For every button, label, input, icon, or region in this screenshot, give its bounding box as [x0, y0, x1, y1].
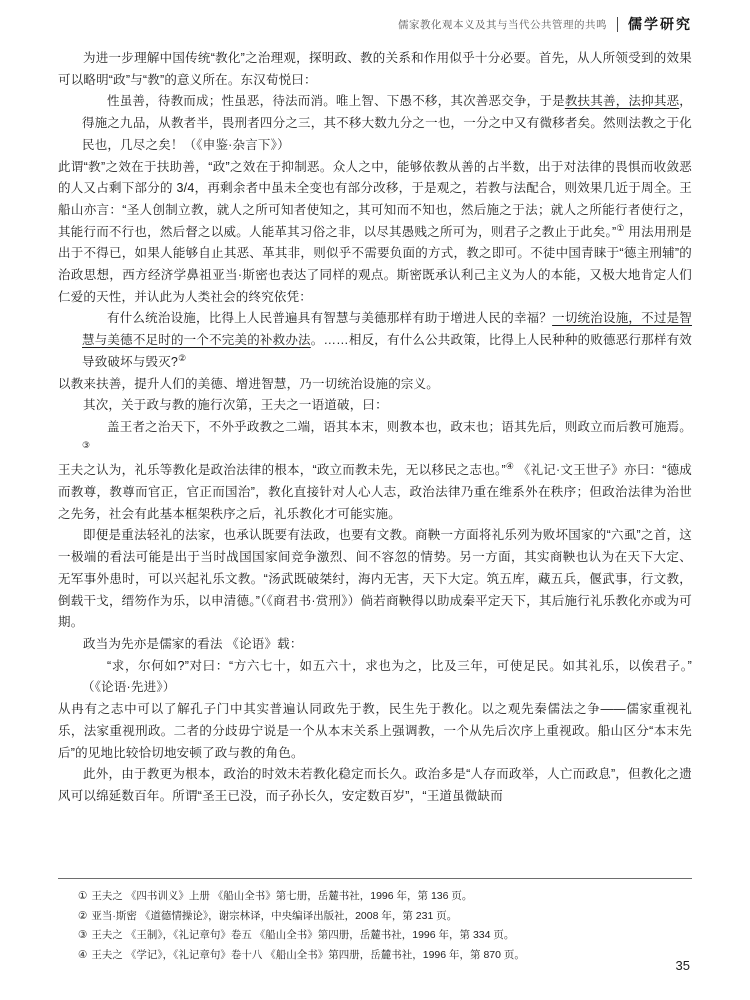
text-run: 政当为先亦是儒家的看法 《论语》载： — [83, 636, 303, 651]
running-title: 儒家教化观本义及其与当代公共管理的共鸣 — [398, 18, 607, 31]
underlined-text-run: 一切统治设施，不过是智慧与美德不足时的一个不完美的补救办法 — [82, 311, 692, 348]
footnote-marker: ③ — [78, 929, 88, 941]
header-divider-bar — [617, 17, 618, 32]
paragraph — [58, 395, 692, 417]
footnote-marker: ② — [78, 909, 88, 922]
footnote-text: 王夫之 《四书训义》上册 《船山全书》第七册，岳麓书社，1996 年，第 136 页。 — [91, 890, 473, 902]
text-run: 盖王者之治天下，不外乎政教之二端，语其本末，则教本也，政末也；语其先后，则政立而后教可施焉。 — [107, 419, 692, 434]
footnote-text: 亚当·斯密 《道德情操论》，谢宗林译，中央编译出版社，2008 年，第 231 页。 — [91, 909, 458, 922]
paragraph — [58, 525, 692, 634]
footnote-reference: ③ — [82, 439, 91, 450]
block-quote — [82, 91, 692, 156]
text-run: 。……相反，有什么公共政策，比得上人民种种的败德恶行那样有效导致破坏与毁灭? — [82, 333, 692, 369]
journal-title: 儒学研究 — [628, 16, 692, 32]
text-run: 此外，由于教更为根本，政治的时效未若教化稳定而长久。政治多是“人存而政举，人亡而政息”，但教化之遗风可以绵延数百年。所谓“圣王已没，而子孙长久，安定数百岁”，“王道虽微缺而 — [58, 767, 692, 803]
block-quote — [82, 656, 692, 699]
text-run: 王夫之认为，礼乐等教化是政治法律的根本，“政立而教未先，无以移民之志也。” — [58, 463, 506, 478]
footnote-reference: ① — [616, 222, 625, 233]
footnote-item — [78, 926, 692, 946]
block-quote — [82, 417, 692, 460]
text-run: 其次，关于政与教的施行次第，王夫之一语道破，曰： — [83, 398, 388, 413]
footnote-text: 王夫之 《王制》，《礼记章句》卷五 《船山全书》第四册，岳麓书社，1996 年，第 334 页。 — [91, 929, 515, 941]
text-run: 性虽善，待教而成；性虽恶，待法而消。唯上智、下愚不移，其次善恶交争，于是 — [107, 94, 565, 109]
text-run: 有什么统治设施，比得上人民普遍具有智慧与美德那样有助于增进人民的幸福？ — [107, 311, 553, 326]
footnote-text: 王夫之 《学记》，《礼记章句》卷十八 《船山全书》第四册，岳麓书社，1996 年，第 870 页。 — [91, 948, 525, 961]
underlined-text-run: 教扶其善，法抑其恶 — [564, 94, 680, 109]
paragraph — [58, 460, 692, 525]
paragraph — [58, 157, 692, 309]
footnote-item — [78, 887, 692, 907]
footnote-marker: ① — [78, 890, 88, 902]
text-run: 《礼记·文王世子》亦曰：“德成而教尊，教尊而官正，官正而国治”，教化直接针对人心人志，政治法律乃重在维系外在秩序；但政治法律为治世之先务，社会有此基本框架秩序之后，礼乐教化才可能实施。 — [58, 463, 693, 521]
text-run: 此谓“教”之效在于扶助善，“政”之效在于抑制恶。众人之中，能够依教从善的占半数，出于对法律的畏惧而收敛恶的人又占剩下部分的 3/4，再剩余者中虽未全变也有部分改移，于是观之，若教与法配合，则效果几近于周全。王船山亦言：“圣人创制立教，就人之所可知者使知之，其可知而不知也，然后施之于法；就人之所能行者使行之，其能行而不行也，然后督之以威。人能革其习俗之非，以尽其愚贱之所可为，则君子之教止于此矣。” — [58, 159, 692, 239]
footnotes-list — [58, 887, 692, 965]
text-run: 用法用刑是出于不得已，如果人能够自止其恶、革其非，则似乎不需要负面的方式，教之即可。不徒中国青睐于“德主刑辅”的治政思想，西方经济学鼻祖亚当·斯密也表达了同样的观点。斯密既承认利己主义为人的本能，又极大地肯定人们仁爱的天性，并认此为人类社会的终究依凭： — [58, 224, 692, 304]
footnote-item — [78, 907, 692, 927]
footnote-reference: ④ — [505, 461, 515, 472]
text-run: 以教来扶善，提升人们的美德、增进智慧，乃一切统治设施的宗义。 — [58, 376, 440, 391]
footnote-item — [78, 946, 692, 966]
page-number: 35 — [675, 958, 690, 973]
text-run: ，得施之九品，从教者半，畏刑者四分之三，其不移大数九分之一也，一分之中又有微移者矣。然则法教之于化民也，几尽之矣！（《申鉴·杂言下》） — [82, 94, 692, 152]
paragraph — [58, 764, 692, 807]
text-run: 即便是重法轻礼的法家，也承认既要有法政，也要有文教。商鞅一方面将礼乐列为败坏国家的“六虱”之首，这一极端的看法可能是出于当时战国国家间竞争激烈、间不容忽的情势。另一方面，其实商鞅也认为在天下大定、无军事外患时，可以兴起礼乐文教。“汤武既破桀纣，海内无害，天下大定。筑五库，藏五兵，偃武事，行文教，倒载干戈，缙笏作为乐，以申清德。”（《商君书·赏刑》）倘若商鞅得以助成秦平定天下，其后施行礼乐教化亦或为可期。 — [58, 528, 692, 630]
footnote-reference: ② — [178, 352, 187, 363]
footnote-marker: ④ — [78, 948, 88, 961]
page-header — [58, 14, 692, 34]
text-run: “求，尔何如?”对曰：“方六七十，如五六十，求也为之，比及三年，可使足民。如其礼乐，以俟君子。”（《论语·先进》） — [82, 658, 692, 695]
paragraph — [58, 48, 692, 91]
text-run: 为进一步理解中国传统“教化”之治理观，探明政、教的关系和作用似乎十分必要。首先，从人所领受到的效果可以略明“政”与“教”的意义所在。东汉荀悦曰： — [58, 51, 692, 87]
footnote-section — [58, 878, 692, 965]
block-quote — [82, 308, 692, 373]
article-body — [58, 48, 692, 808]
text-run: 从冉有之志中可以了解孔子门中其实普遍认同政先于教，民生先于教化。以之观先秦儒法之争——儒家重视礼乐，法家重视刑政。二者的分歧毋宁说是一个从本末关系上强调教，一个从先后次序上重视政。船山区分“本末先后”的见地比较恰切地安顿了政与教的角色。 — [58, 702, 692, 760]
footnote-separator — [58, 878, 692, 879]
paragraph — [58, 634, 692, 656]
paragraph — [58, 699, 692, 764]
paragraph — [58, 374, 692, 396]
